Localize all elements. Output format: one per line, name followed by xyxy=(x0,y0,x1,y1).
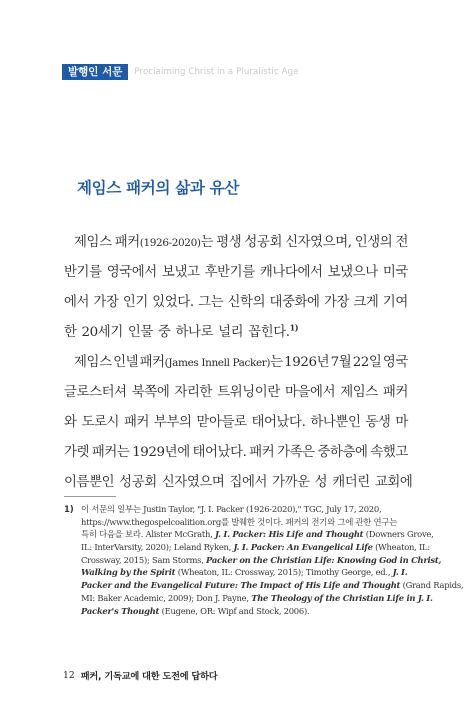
paragraph-line xyxy=(64,408,408,438)
paragraph-line xyxy=(64,288,408,318)
footnote-line xyxy=(81,566,463,579)
paragraph-line xyxy=(64,228,408,258)
word: 꼽힌다.$^{1)}$ xyxy=(248,322,299,340)
footnote xyxy=(64,503,464,617)
chapter-title: 제임스 패커의 삶과 유산 xyxy=(77,179,240,197)
series-subtitle: Proclaiming Christ in a Pluralistic Age xyxy=(134,67,299,77)
paragraph-line xyxy=(64,378,408,408)
word: 미국 xyxy=(382,265,408,280)
word: 가렛 xyxy=(64,445,90,460)
word: 그는 xyxy=(198,295,224,310)
word: 가장 xyxy=(323,295,350,310)
citation-text: Crossway, 2015); Sam Storms, xyxy=(81,554,207,565)
word: 가장 xyxy=(93,295,119,310)
word: 제임스 xyxy=(74,355,112,370)
citation-text: 특히 다음을 보라. Alister McGrath, xyxy=(81,529,216,540)
word: 동생 xyxy=(365,415,391,430)
book-title-citation: J. I. Packer: His Life and Thought xyxy=(215,529,364,540)
footnote-text xyxy=(81,503,463,617)
word: 기여 xyxy=(382,295,408,310)
word: 중하층에 xyxy=(317,445,368,460)
word: 보냈고 xyxy=(161,265,200,280)
word: 신자였으며, xyxy=(285,235,352,250)
word: 제임스 xyxy=(340,385,378,400)
footnote-line xyxy=(81,503,463,516)
word: 크게 xyxy=(353,295,379,310)
word: 대중화에 xyxy=(269,295,320,310)
word: 20세기 xyxy=(81,325,123,340)
paragraph-line xyxy=(64,348,408,378)
word: 패커는 xyxy=(91,445,130,460)
word: 제임스 xyxy=(74,235,112,250)
word: 신자였으며 xyxy=(161,475,225,490)
word: 신학의 xyxy=(227,295,266,310)
page-number: 12 xyxy=(63,669,75,681)
word: 부부의 xyxy=(153,415,192,430)
paragraph-line xyxy=(64,258,408,288)
citation-text: (Downers Grove, xyxy=(363,529,434,540)
section-badge: 발행인 서문 xyxy=(62,64,128,80)
word: 캐더린 xyxy=(332,475,370,490)
word: 자리한 xyxy=(174,385,213,400)
word: 하나뿐인 xyxy=(310,415,361,430)
word: 마을에서 xyxy=(284,385,336,400)
word: 교회에 xyxy=(374,475,413,490)
word: 와 xyxy=(64,415,77,430)
word: 영국 xyxy=(382,355,408,370)
word: 성 xyxy=(314,475,328,490)
word: 패커(1926-2020)는 xyxy=(114,235,214,250)
running-header xyxy=(62,64,298,80)
body-text xyxy=(64,228,413,498)
word: 속했고 xyxy=(370,445,408,460)
citation-text: 이 서문의 일부는 Justin Taylor, "J. I. Packer (1926-2020)," TGC, July 17, 2020, xyxy=(81,504,382,514)
citation-text: (Eugene, OR: Wipf and Stock, 2006). xyxy=(159,605,310,616)
book-title-citation: J. I. Packer: An Evangelical Life xyxy=(233,542,373,553)
word: 1926년 xyxy=(284,355,330,370)
word: 트위닝이란 xyxy=(217,385,280,400)
word: 인기 xyxy=(122,295,148,310)
word: 패커 xyxy=(123,415,150,430)
word: 집에서 xyxy=(229,475,268,490)
word: 반기를 xyxy=(64,265,102,280)
book-title: 패커, 기독교에 대한 도전에 답하다 xyxy=(80,671,218,682)
word: 이름뿐인 xyxy=(64,475,115,490)
word: 1929년에 xyxy=(132,445,190,460)
word: 에서 xyxy=(64,295,90,310)
word: 성공회 xyxy=(244,235,282,250)
word: 후반기를 xyxy=(204,265,255,280)
word: 인생의 xyxy=(354,235,393,250)
word: 전 xyxy=(395,235,408,250)
footnote-line xyxy=(81,528,463,541)
word: 영국에서 xyxy=(106,265,157,280)
word: 보냈으나 xyxy=(327,265,378,280)
book-title-citation: Walking by the Spirit xyxy=(81,567,176,578)
footnote-line xyxy=(81,554,463,567)
word: 패커 xyxy=(382,385,408,400)
word: 널리 xyxy=(218,325,244,340)
word: 7월 xyxy=(330,355,352,370)
word: 하나로 xyxy=(175,325,214,340)
word: 중 xyxy=(157,325,171,340)
word: 맏아들로 xyxy=(196,415,247,430)
page-footer xyxy=(63,668,217,682)
word: 북쪽에 xyxy=(131,385,170,400)
footnote-line xyxy=(81,516,463,529)
footnote-marker: 1) xyxy=(64,504,74,514)
paragraph-line xyxy=(64,318,408,348)
word: 태어났다. xyxy=(192,445,247,460)
footnote-line xyxy=(81,579,463,592)
footnote-line xyxy=(81,541,463,554)
word: 있었다. xyxy=(152,295,194,310)
citation-text: (Wheaton, IL: xyxy=(372,542,430,553)
word: 태어났다. xyxy=(251,415,306,430)
word: 도로시 xyxy=(81,415,120,430)
footnote-divider xyxy=(64,496,116,497)
word: 가족은 xyxy=(277,445,315,460)
word: 캐나다에서 xyxy=(259,265,323,280)
book-title-citation: Packer and the Evangelical Future: The Impact of His Life and Thought xyxy=(81,580,401,591)
citation-text: (Grand Rapids, xyxy=(400,580,464,591)
word: 한 xyxy=(64,325,77,340)
word: 글로스터셔 xyxy=(64,385,127,400)
paragraph-line xyxy=(64,438,408,468)
footnote-line xyxy=(81,592,463,605)
word: 가까운 xyxy=(272,475,310,490)
book-title-citation: The Theology of the Christian Life in J. I. xyxy=(251,592,433,603)
citation-text: MI: Baker Academic, 2009); Don J. Payne, xyxy=(81,592,252,603)
word: 마 xyxy=(395,415,408,430)
word: 22일 xyxy=(352,355,382,370)
word: 인물 xyxy=(127,325,153,340)
citation-text: https://www.thegospelcoalition.org를 발췌한 것이다. 패커의 전기와 그에 관한 연구는 xyxy=(81,516,398,527)
book-title-citation: Packer on the Christian Life: Knowing God in Christ, xyxy=(206,554,442,565)
word: 패커(James Innell Packer)는 xyxy=(139,355,283,370)
word: 패커 xyxy=(249,445,275,460)
paragraph-line xyxy=(64,468,413,498)
word: 성공회 xyxy=(119,475,157,490)
word: 인넬 xyxy=(113,355,139,370)
citation-text: IL: InterVarsity, 2020); Leland Ryken, xyxy=(81,542,234,553)
footnote-line xyxy=(81,605,463,618)
word: 평생 xyxy=(216,235,242,250)
book-title-citation: Packer's Thought xyxy=(81,605,160,616)
book-title-citation: J. I. xyxy=(392,567,408,578)
footnote-reference[interactable]: 1) xyxy=(289,322,299,333)
citation-text: (Wheaton, IL: Crossway, 2015); Timothy George, ed., xyxy=(175,567,393,578)
